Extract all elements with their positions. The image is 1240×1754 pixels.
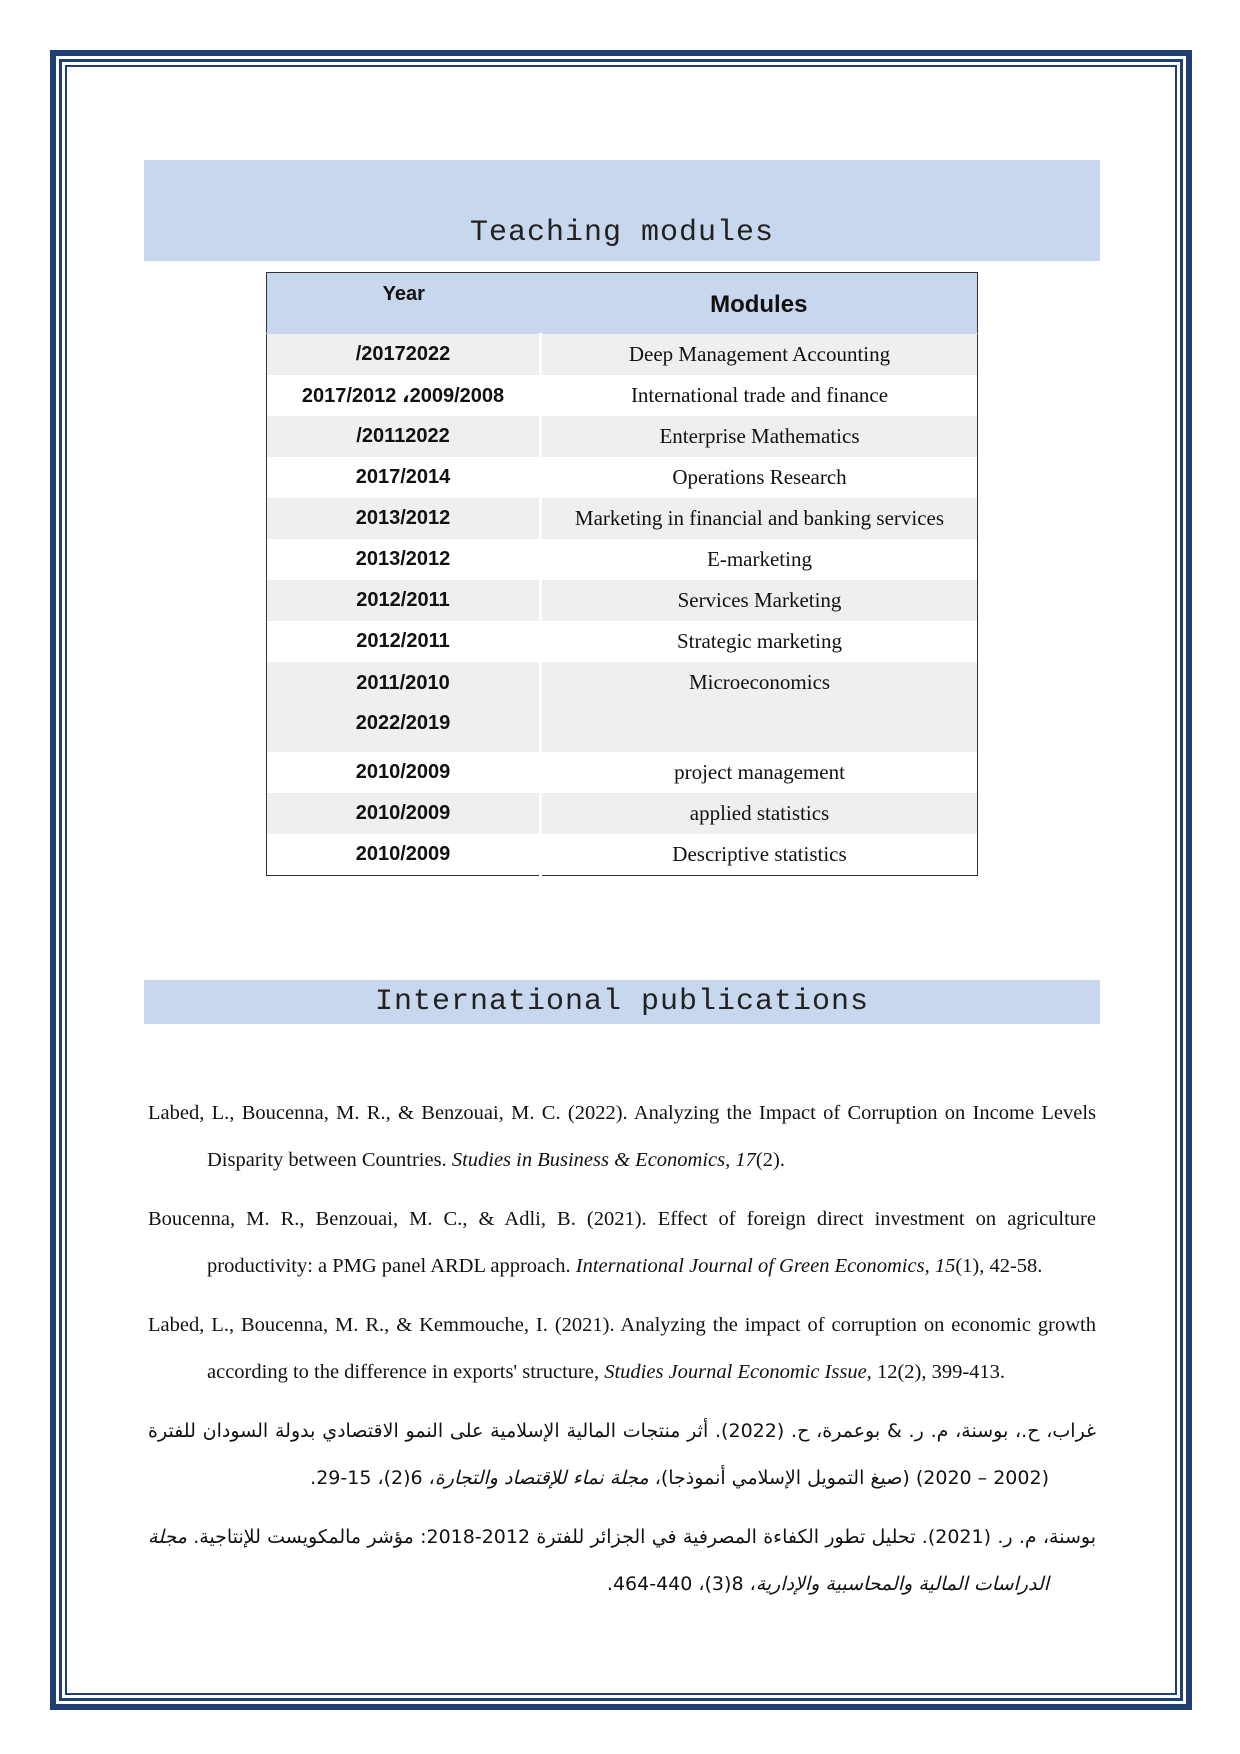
- year-cell: 2010/2009: [267, 834, 541, 876]
- publication-entry: [148, 1196, 1096, 1290]
- table-row: [267, 498, 978, 539]
- module-cell: Services Marketing: [541, 580, 978, 621]
- module-cell: Operations Research: [672, 465, 847, 489]
- publication-text: بوسنة، م. ر. (2021). تحليل تطور الكفاءة المصرفية في الجزائر للفترة 2012-2018: مؤشر مالمكويست للإنتاجية.: [186, 1526, 1097, 1548]
- table-row: [267, 375, 978, 416]
- publication-journal: International Journal of Green Economics, 15: [575, 1255, 956, 1277]
- year-column-header: Year: [267, 273, 541, 334]
- year-cell: /20112022: [267, 416, 541, 457]
- module-cell: applied statistics: [541, 793, 978, 834]
- year-cell: 2017/2014: [267, 457, 541, 498]
- table-row: [267, 580, 978, 621]
- module-cell: Deep Management Accounting: [541, 334, 978, 376]
- modules-column-header: Modules: [541, 273, 978, 334]
- table-row: [267, 539, 978, 580]
- publication-journal: Studies in Business & Economics, 17: [451, 1149, 756, 1171]
- publication-entry: [148, 1090, 1096, 1184]
- publication-text: غراب، ح.، بوسنة، م. ر. & بوعمرة، ح. (2022). أثر منتجات المالية الإسلامية على النمو الاقتصادي بدولة السودان للفترة (2002 – 2020) (صيغ التمويل الإسلامي أنموذجا)،: [148, 1420, 1096, 1489]
- teaching-modules-title: Teaching modules: [469, 216, 775, 250]
- module-cell: Strategic marketing: [676, 629, 843, 653]
- publication-text: Labed, L., Boucenna, M. R., & Kemmouche, I. (2021). Analyzing the impact of corruption on economic growth according to the difference in exports' structure,: [148, 1314, 1096, 1383]
- year-cell: 2012/2011: [267, 621, 541, 662]
- publication-tail: (1), 42-58.: [955, 1255, 1043, 1277]
- publication-journal: مجلة الدراسات المالية والمحاسبية والإدارية: [148, 1526, 1049, 1595]
- publication-tail: (2).: [755, 1149, 785, 1171]
- table-row: [267, 662, 978, 752]
- publication-text: Boucenna, M. R., Benzouai, M. C., & Adli, B. (2021). Effect of foreign direct investment on agriculture productivity: a PMG panel ARDL approach.: [148, 1208, 1096, 1277]
- module-cell: Enterprise Mathematics: [541, 416, 978, 457]
- teaching-modules-header: [144, 160, 1100, 261]
- module-cell: Marketing in financial and banking services: [541, 498, 978, 539]
- year-cell: 2013/2012: [267, 539, 541, 580]
- module-cell: Descriptive statistics: [672, 842, 847, 866]
- publications-list: [148, 1090, 1096, 1620]
- module-cell: E-marketing: [707, 547, 812, 571]
- publication-entry-arabic: [148, 1514, 1096, 1608]
- publication-journal: Studies Journal Economic Issue,: [604, 1361, 872, 1383]
- international-publications-title: International publications: [374, 985, 870, 1019]
- publication-text: Labed, L., Boucenna, M. R., & Benzouai, M. C. (2022). Analyzing the Impact of Corruption on Income Levels Disparity between Countries.: [148, 1102, 1096, 1171]
- publication-tail: ، 6(2)، 15-29.: [310, 1467, 435, 1489]
- table-row: [267, 752, 978, 793]
- year-cell: 2010/2009: [267, 752, 541, 793]
- year-cell: 2010/2009: [267, 793, 541, 834]
- year-cell: [267, 662, 541, 752]
- module-cell: International trade and finance: [630, 383, 889, 407]
- publication-entry-arabic: [148, 1408, 1096, 1502]
- table-row: [267, 793, 978, 834]
- year-cell: /20172022: [267, 334, 541, 376]
- table-row: [267, 457, 978, 498]
- year-cell: 2013/2012: [267, 498, 541, 539]
- publication-tail: 12(2), 399-413.: [871, 1361, 1006, 1383]
- table-header-row: [267, 273, 978, 334]
- table-row: [267, 416, 978, 457]
- module-cell: Microeconomics: [541, 662, 978, 752]
- table-row: [267, 621, 978, 662]
- year-cell: 2012/2011: [267, 580, 541, 621]
- year-cell: 2017/2012 ،2009/2008: [267, 375, 541, 416]
- table-row: [267, 334, 978, 376]
- publication-entry: [148, 1302, 1096, 1396]
- international-publications-header: [144, 980, 1100, 1024]
- year-line: 2011/2010: [356, 672, 450, 694]
- publication-journal: مجلة نماء للإقتصاد والتجارة: [434, 1467, 649, 1489]
- year-line: 2022/2019: [355, 712, 451, 734]
- module-cell: project management: [674, 760, 845, 784]
- publication-tail: ، 8(3)، 440-464.: [606, 1573, 756, 1595]
- teaching-modules-table: [266, 272, 978, 876]
- table-row: [267, 834, 978, 876]
